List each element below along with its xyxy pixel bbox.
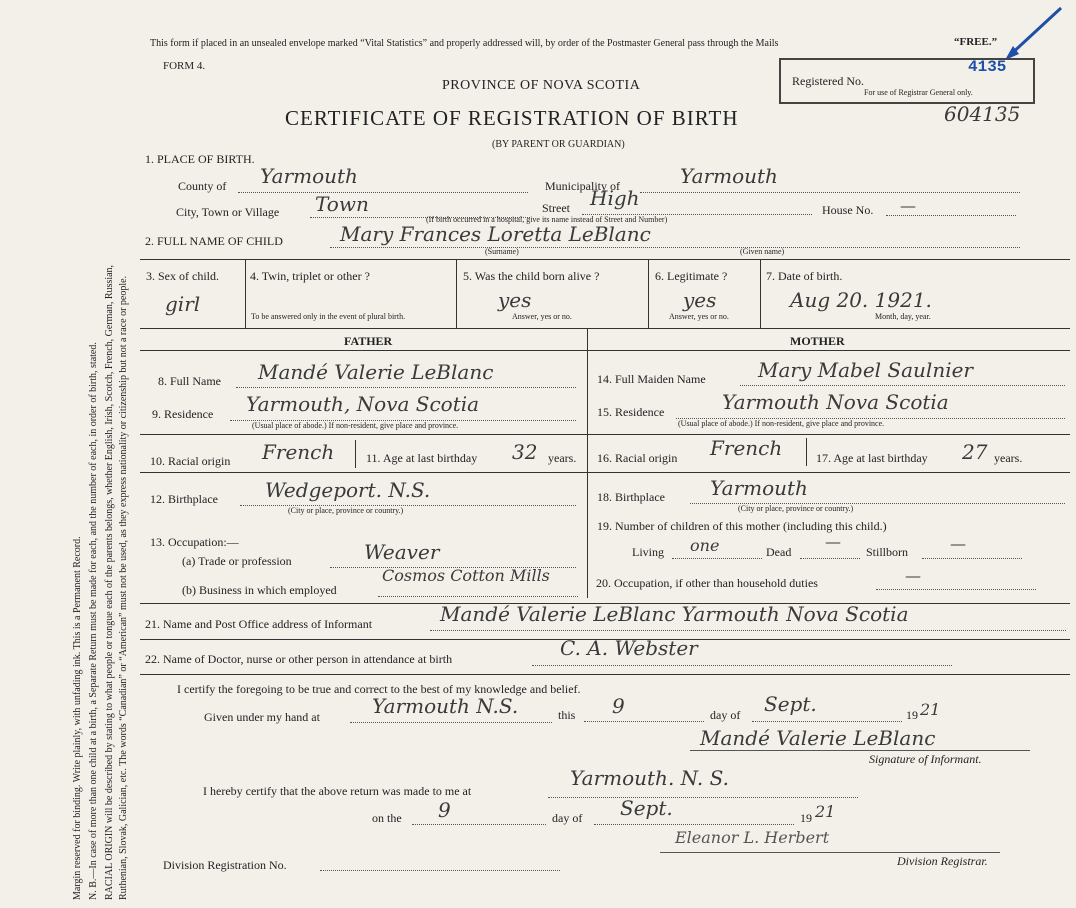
father-birthplace-value: Wedgeport. N.S. — [265, 478, 431, 502]
margin-note-1: Margin reserved for binding. Write plainly, with unfading ink. This is a Permanent Record. — [72, 536, 83, 900]
margin-note-4: Ruthenian, Slovak, Galician, etc. The words “Canadian” or “American” must not be used, as they express nationality or citizenship but not a race or people. — [118, 275, 129, 900]
stillborn-value: — — [950, 534, 966, 553]
municipality-value: Yarmouth — [680, 164, 778, 188]
division-registrar-label: Division Registrar. — [897, 854, 988, 868]
street-label: Street — [542, 201, 570, 215]
surname-note: (Surname) — [485, 247, 519, 256]
registrar-signature: Eleanor L. Herbert — [675, 828, 830, 847]
mother-age-label: 17. Age at last birthday — [816, 451, 928, 465]
division-no-label: Division Registration No. — [163, 858, 287, 872]
year-prefix: 19 — [906, 708, 918, 722]
municipality-label: Municipality of — [545, 179, 620, 193]
given-under-label: Given under my hand at — [204, 710, 320, 724]
given-place-value: Yarmouth N.S. — [372, 694, 519, 718]
informant-value: Mandé Valerie LeBlanc Yarmouth Nova Scotia — [440, 602, 909, 626]
sex-value: girl — [165, 292, 201, 316]
legitimate-label: 6. Legitimate ? — [655, 269, 728, 283]
mother-children-label: 19. Number of children of this mother (including this child.) — [597, 519, 887, 533]
father-residence-note: (Usual place of abode.) If non-resident, give place and province. — [252, 421, 459, 430]
alive-label: 5. Was the child born alive ? — [463, 269, 600, 283]
free-notice: “FREE.” — [954, 36, 998, 48]
child-name-label: 2. FULL NAME OF CHILD — [145, 234, 283, 248]
living-label: Living — [632, 545, 664, 559]
mother-birthplace-label: 18. Birthplace — [597, 490, 665, 504]
father-race-value: French — [262, 440, 335, 464]
certify-text: I certify the foregoing to be true and correct to the best of my knowledge and belief. — [177, 682, 581, 696]
mother-age-value: 27 — [962, 440, 988, 464]
house-label: House No. — [822, 203, 874, 217]
handwritten-number: 604135 — [944, 102, 1021, 126]
hereby-place-value: Yarmouth. N. S. — [570, 766, 729, 790]
mother-residence-note: (Usual place of abode.) If non-resident, give place and province. — [678, 419, 885, 428]
child-name-value: Mary Frances Loretta LeBlanc — [340, 222, 651, 246]
blue-arrow-mark — [995, 4, 1065, 66]
hereby-text: I hereby certify that the above return was made to me at — [203, 784, 472, 798]
city-label: City, Town or Village — [176, 205, 280, 219]
registered-number: 4135 — [968, 58, 1007, 76]
mail-notice: This form if placed in an unsealed envelope marked “Vital Statistics” and properly addressed will, by order of the Postmaster General pass through the Mails — [150, 38, 779, 49]
mother-name-label: 14. Full Maiden Name — [597, 372, 706, 386]
county-value: Yarmouth — [260, 164, 358, 188]
alive-value: yes — [498, 288, 532, 312]
given-name-note: (Given name) — [740, 247, 785, 256]
business-label: (b) Business in which employed — [182, 583, 337, 597]
father-occupation-label: 13. Occupation:— — [150, 535, 239, 549]
father-name-value: Mandé Valerie LeBlanc — [258, 360, 494, 384]
doctor-value: C. A. Webster — [560, 636, 698, 660]
father-residence-value: Yarmouth, Nova Scotia — [246, 392, 480, 416]
certificate-subtitle: (BY PARENT OR GUARDIAN) — [492, 139, 625, 150]
certificate-title: CERTIFICATE OF REGISTRATION OF BIRTH — [285, 106, 739, 130]
month-value: Sept. — [764, 692, 817, 716]
city-value: Town — [315, 192, 369, 216]
house-value: — — [900, 196, 916, 215]
margin-note-2: N. B.—In case of more than one child at a birth, a Separate Return must be made for each, and the number of each, in order of birth, stated. — [88, 342, 99, 900]
father-birthplace-label: 12. Birthplace — [150, 492, 218, 506]
father-years-label: years. — [548, 451, 577, 465]
day-of-label: day of — [710, 708, 741, 722]
dob-label: 7. Date of birth. — [766, 269, 843, 283]
informant-signature: Mandé Valerie LeBlanc — [700, 726, 936, 750]
province-heading: PROVINCE OF NOVA SCOTIA — [442, 78, 641, 93]
margin-notes — [0, 0, 140, 908]
father-race-label: 10. Racial origin — [150, 454, 231, 468]
mother-birthplace-value: Yarmouth — [710, 476, 808, 500]
mother-years-label: years. — [994, 451, 1023, 465]
legitimate-value: yes — [683, 288, 717, 312]
dob-note: Month, day, year. — [875, 312, 931, 321]
on-day-of-label: day of — [552, 811, 583, 825]
street-value: High — [590, 186, 640, 210]
this-label: this — [558, 708, 576, 722]
living-value: one — [690, 536, 720, 555]
legitimate-note: Answer, yes or no. — [669, 312, 729, 321]
hospital-note: (If birth occurred in a hospital, give its name instead of Street and Number) — [426, 215, 668, 224]
dob-value: Aug 20. 1921. — [790, 288, 932, 312]
signature-of-informant-label: Signature of Informant. — [869, 752, 982, 766]
mother-name-value: Mary Mabel Saulnier — [758, 358, 973, 382]
mother-residence-label: 15. Residence — [597, 405, 665, 419]
on-month-value: Sept. — [620, 796, 673, 820]
father-heading: FATHER — [344, 334, 393, 348]
father-name-label: 8. Full Name — [158, 374, 221, 388]
registered-label: Registered No. — [792, 74, 864, 88]
county-label: County of — [178, 179, 227, 193]
margin-note-3: RACIAL ORIGIN will be described by stating to what people or tongue each of the parents belongs, whether English, Irish, Scotch, French, German, Russian, — [104, 264, 115, 900]
form-number: FORM 4. — [163, 60, 206, 72]
father-birthplace-note: (City or place, province or country.) — [288, 506, 404, 515]
trade-label: (a) Trade or profession — [182, 554, 292, 568]
dead-label: Dead — [766, 545, 792, 559]
twin-label: 4. Twin, triplet or other ? — [250, 269, 370, 283]
mother-occupation-value: — — [905, 566, 921, 585]
mother-residence-value: Yarmouth Nova Scotia — [722, 390, 949, 414]
alive-note: Answer, yes or no. — [512, 312, 572, 321]
mother-race-label: 16. Racial origin — [597, 451, 678, 465]
business-value: Cosmos Cotton Mills — [382, 566, 550, 585]
father-age-label: 11. Age at last birthday — [366, 451, 478, 465]
registrar-use-note: For use of Registrar General only. — [864, 88, 973, 97]
on-year-value: 21 — [815, 802, 836, 821]
on-day-value: 9 — [438, 798, 451, 822]
year-value: 21 — [920, 700, 941, 719]
father-age-value: 32 — [512, 440, 538, 464]
twin-note: To be answered only in the event of plural birth. — [251, 312, 406, 321]
sex-label: 3. Sex of child. — [146, 269, 219, 283]
on-year-prefix: 19 — [800, 811, 812, 825]
mother-birthplace-note: (City or place, province or country.) — [738, 504, 854, 513]
stillborn-label: Stillborn — [866, 545, 909, 559]
informant-label: 21. Name and Post Office address of Informant — [145, 617, 373, 631]
mother-occupation-label: 20. Occupation, if other than household duties — [596, 576, 818, 590]
mother-heading: MOTHER — [790, 334, 845, 348]
place-of-birth-heading: 1. PLACE OF BIRTH. — [145, 152, 255, 166]
on-the-label: on the — [372, 811, 402, 825]
dead-value: — — [825, 532, 841, 551]
mother-race-value: French — [710, 436, 783, 460]
day-value: 9 — [612, 694, 625, 718]
doctor-label: 22. Name of Doctor, nurse or other person in attendance at birth — [145, 652, 453, 666]
father-residence-label: 9. Residence — [152, 407, 214, 421]
trade-value: Weaver — [364, 540, 440, 564]
